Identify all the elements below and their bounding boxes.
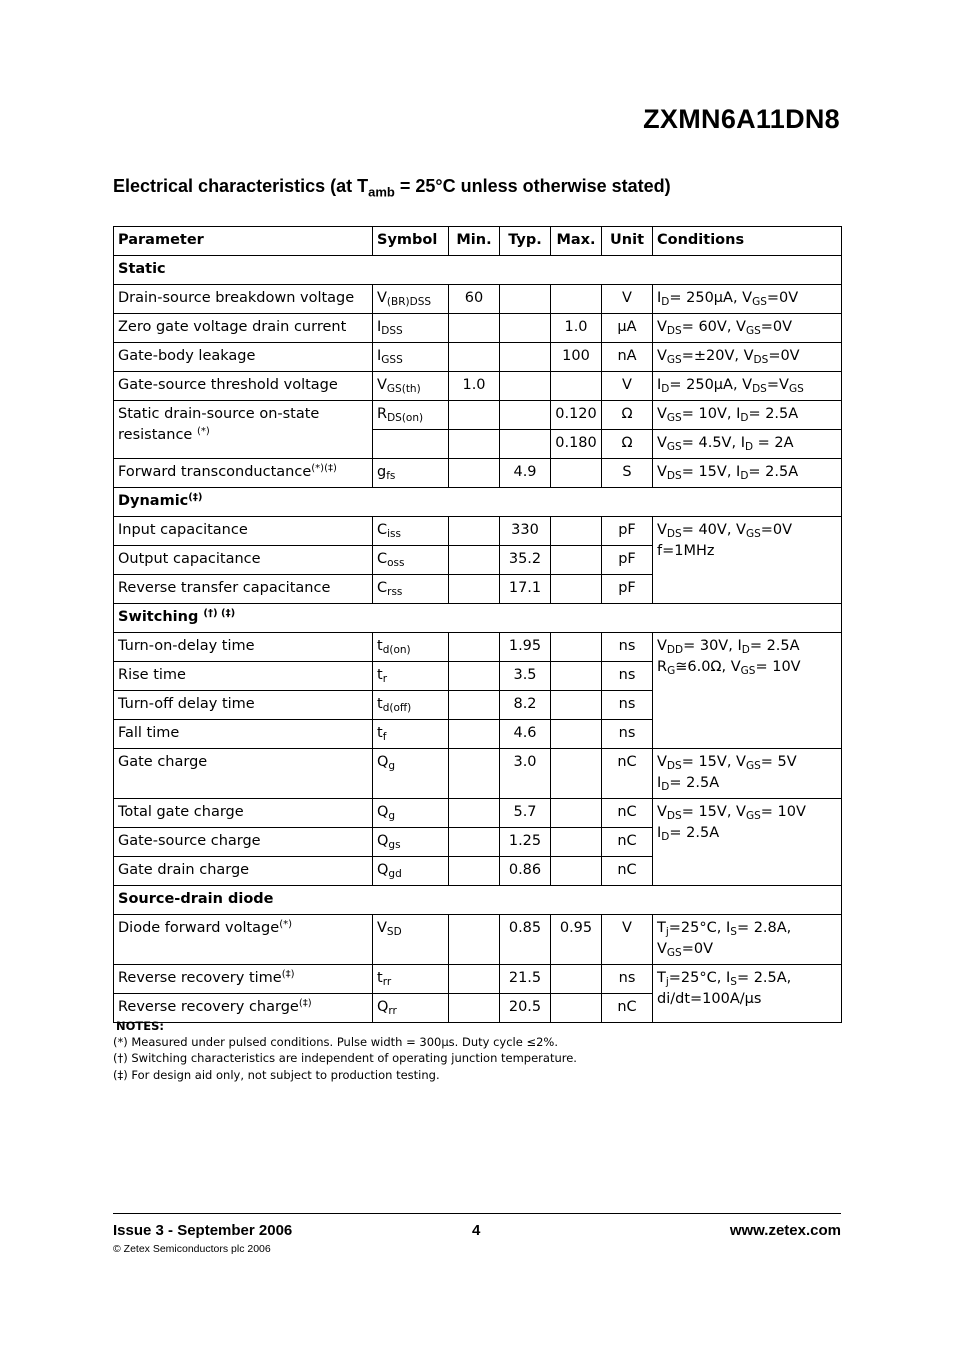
typ-cell: 21.5: [500, 965, 551, 994]
heading-subscript: amb: [368, 184, 395, 200]
symbol-cell: [373, 430, 449, 459]
symbol-cell: $t_f$: [373, 720, 449, 749]
heading-text-pre: Electrical characteristics (at T: [113, 176, 369, 196]
param-cell: Forward transconductance(*)(‡): [114, 459, 373, 488]
heading-text-post: = 25°C unless otherwise stated): [394, 176, 671, 196]
typ-cell: 20.5: [500, 994, 551, 1023]
page-number: 4: [472, 1222, 481, 1239]
conditions-cell: $I_D= 250\mu A$, $V_{GS}=0V$: [653, 285, 842, 314]
conditions-cell: $V_{GS}= 10V$, $I_D= 2.5A$: [653, 401, 842, 430]
max-cell: [551, 633, 602, 662]
table-row: [114, 459, 842, 488]
symbol-cell: $Q_{gd}$: [373, 857, 449, 886]
section-dynamic: Dynamic(‡): [114, 488, 842, 517]
table-row: [114, 799, 842, 828]
header-conditions: Conditions: [653, 227, 842, 256]
symbol-cell: $V_{SD}$: [373, 915, 449, 965]
section-row-switching: [114, 604, 842, 633]
footer-website: www.zetex.com: [729, 1222, 841, 1239]
footer-divider: [113, 1213, 841, 1214]
header-parameter: Parameter: [114, 227, 373, 256]
max-cell: [551, 517, 602, 546]
min-cell: [449, 517, 500, 546]
note-3: (‡) For design aid only, not subject to production testing.: [113, 1067, 440, 1082]
param-cell: Diode forward voltage(*): [114, 915, 373, 965]
symbol-cell: $Q_g$: [373, 799, 449, 828]
conditions-cell: $V_{GS}= 4.5V$, $I_D = 2A$: [653, 430, 842, 459]
typ-cell: 35.2: [500, 546, 551, 575]
min-cell: [449, 691, 500, 720]
max-cell: 0.120: [551, 401, 602, 430]
unit-cell: ns: [602, 965, 653, 994]
min-cell: 1.0: [449, 372, 500, 401]
max-cell: 0.95: [551, 915, 602, 965]
section-diode: Source-drain diode: [114, 886, 842, 915]
footer-issue: Issue 3 - September 2006: [113, 1222, 293, 1239]
symbol-cell: $g_{fs}$: [373, 459, 449, 488]
max-cell: [551, 372, 602, 401]
param-cell: Gate-body leakage: [114, 343, 373, 372]
param-cell: Fall time: [114, 720, 373, 749]
table-row: [114, 285, 842, 314]
unit-cell: ns: [602, 662, 653, 691]
conditions-cell: $T_j=25^\circ C$, $I_S= 2.5A$, di/dt=100A/µs: [653, 965, 842, 1023]
table-row: [114, 314, 842, 343]
max-cell: [551, 691, 602, 720]
unit-cell: nC: [602, 799, 653, 828]
unit-cell: nC: [602, 749, 653, 799]
unit-cell: ns: [602, 691, 653, 720]
max-cell: [551, 575, 602, 604]
table-row: [114, 343, 842, 372]
typ-cell: 1.25: [500, 828, 551, 857]
unit-cell: ns: [602, 720, 653, 749]
table-row: [114, 915, 842, 965]
section-row-diode: [114, 886, 842, 915]
param-cell: Gate-source charge: [114, 828, 373, 857]
max-cell: [551, 720, 602, 749]
symbol-cell: $C_{iss}$: [373, 517, 449, 546]
part-number: ZXMN6A11DN8: [643, 104, 840, 134]
min-cell: [449, 314, 500, 343]
unit-cell: S: [602, 459, 653, 488]
notes-block: [113, 1018, 577, 1083]
unit-cell: V: [602, 372, 653, 401]
symbol-cell: $t_{d(on)}$: [373, 633, 449, 662]
unit-cell: pF: [602, 517, 653, 546]
unit-cell: nA: [602, 343, 653, 372]
conditions-cell: $V_{DS}= 60V$, $V_{GS}=0V$: [653, 314, 842, 343]
section-heading: [113, 176, 671, 200]
min-cell: [449, 662, 500, 691]
table-row: [114, 633, 842, 662]
unit-cell: pF: [602, 575, 653, 604]
conditions-cell: $V_{DS}= 40V$, $V_{GS}=0V$ f=1MHz: [653, 517, 842, 604]
max-cell: [551, 749, 602, 799]
note-2: (†) Switching characteristics are independent of operating junction temperature.: [113, 1051, 577, 1066]
header-min: Min.: [449, 227, 500, 256]
max-cell: [551, 285, 602, 314]
section-row-dynamic: [114, 488, 842, 517]
table-row: [114, 749, 842, 799]
unit-cell: nC: [602, 857, 653, 886]
notes-title: NOTES:: [116, 1019, 164, 1033]
min-cell: [449, 799, 500, 828]
unit-cell: V: [602, 915, 653, 965]
symbol-cell: $Q_g$: [373, 749, 449, 799]
min-cell: [449, 828, 500, 857]
typ-cell: [500, 401, 551, 430]
max-cell: [551, 857, 602, 886]
param-cell: Static drain-source on-state resistance (*): [114, 401, 373, 459]
conditions-cell: $V_{DS}= 15V$, $V_{GS}= 10V$ $I_D= 2.5A$: [653, 799, 842, 886]
param-cell: Reverse recovery time(‡): [114, 965, 373, 994]
param-cell: Input capacitance: [114, 517, 373, 546]
conditions-cell: $V_{GS}=\pm 20V$, $V_{DS}=0V$: [653, 343, 842, 372]
typ-cell: 5.7: [500, 799, 551, 828]
symbol-cell: $R_{DS(on)}$: [373, 401, 449, 430]
typ-cell: [500, 372, 551, 401]
unit-cell: pF: [602, 546, 653, 575]
typ-cell: 17.1: [500, 575, 551, 604]
section-static: Static: [114, 256, 842, 285]
max-cell: [551, 799, 602, 828]
symbol-cell: $t_{d(off)}$: [373, 691, 449, 720]
max-cell: 0.180: [551, 430, 602, 459]
symbol-cell: $C_{oss}$: [373, 546, 449, 575]
typ-cell: 4.9: [500, 459, 551, 488]
param-cell: Zero gate voltage drain current: [114, 314, 373, 343]
conditions-cell: $V_{DD}= 30V$, $I_D= 2.5A$ $R_G≅6.0\Omega$, $V_{GS}= 10V$: [653, 633, 842, 749]
param-cell: Total gate charge: [114, 799, 373, 828]
typ-cell: 0.86: [500, 857, 551, 886]
param-cell: Turn-on-delay time: [114, 633, 373, 662]
table-row: [114, 401, 842, 430]
typ-cell: [500, 314, 551, 343]
unit-cell: Ω: [602, 430, 653, 459]
param-cell: Gate-source threshold voltage: [114, 372, 373, 401]
symbol-cell: $C_{rss}$: [373, 575, 449, 604]
typ-cell: [500, 343, 551, 372]
unit-cell: ns: [602, 633, 653, 662]
param-cell: Output capacitance: [114, 546, 373, 575]
table-row: [114, 372, 842, 401]
symbol-cell: $Q_{rr}$: [373, 994, 449, 1023]
header-unit: Unit: [602, 227, 653, 256]
symbol-cell: $I_{DSS}$: [373, 314, 449, 343]
symbol-cell: $t_{rr}$: [373, 965, 449, 994]
typ-cell: 3.0: [500, 749, 551, 799]
min-cell: [449, 965, 500, 994]
unit-cell: µA: [602, 314, 653, 343]
table-row: [114, 517, 842, 546]
conditions-cell: $V_{DS}= 15V$, $V_{GS}= 5V$ $I_D= 2.5A$: [653, 749, 842, 799]
unit-cell: nC: [602, 828, 653, 857]
table-header-row: [114, 227, 842, 256]
max-cell: [551, 546, 602, 575]
typ-cell: 1.95: [500, 633, 551, 662]
typ-cell: 4.6: [500, 720, 551, 749]
min-cell: [449, 857, 500, 886]
min-cell: [449, 633, 500, 662]
min-cell: [449, 343, 500, 372]
conditions-cell: $T_j=25^\circ C$, $I_S= 2.8A$, $V_{GS}=0V$: [653, 915, 842, 965]
param-cell: Turn-off delay time: [114, 691, 373, 720]
unit-cell: V: [602, 285, 653, 314]
typ-cell: [500, 285, 551, 314]
min-cell: 60: [449, 285, 500, 314]
symbol-cell: $V_{GS(th)}$: [373, 372, 449, 401]
typ-cell: 0.85: [500, 915, 551, 965]
electrical-characteristics-table: [113, 226, 842, 1023]
typ-cell: [500, 430, 551, 459]
header-max: Max.: [551, 227, 602, 256]
symbol-cell: $V_{(BR)DSS}$: [373, 285, 449, 314]
unit-cell: Ω: [602, 401, 653, 430]
min-cell: [449, 915, 500, 965]
min-cell: [449, 546, 500, 575]
conditions-cell: $V_{DS}= 15V$, $I_D= 2.5A$: [653, 459, 842, 488]
conditions-cell: $I_D= 250\mu A$, $V_{DS}=V_{GS}$: [653, 372, 842, 401]
header-typ: Typ.: [500, 227, 551, 256]
param-cell: Gate charge: [114, 749, 373, 799]
section-switching: Switching (†) (‡): [114, 604, 842, 633]
footer-copyright: © Zetex Semiconductors plc 2006: [113, 1243, 271, 1255]
max-cell: 1.0: [551, 314, 602, 343]
param-cell: Gate drain charge: [114, 857, 373, 886]
max-cell: [551, 965, 602, 994]
max-cell: [551, 828, 602, 857]
typ-cell: 330: [500, 517, 551, 546]
min-cell: [449, 749, 500, 799]
unit-cell: nC: [602, 994, 653, 1023]
min-cell: [449, 459, 500, 488]
param-cell: Rise time: [114, 662, 373, 691]
min-cell: [449, 720, 500, 749]
symbol-cell: $Q_{gs}$: [373, 828, 449, 857]
min-cell: [449, 401, 500, 430]
note-1: (*) Measured under pulsed conditions. Pulse width = 300µs. Duty cycle ≤2%.: [113, 1035, 559, 1050]
max-cell: 100: [551, 343, 602, 372]
typ-cell: 3.5: [500, 662, 551, 691]
max-cell: [551, 662, 602, 691]
param-cell: Reverse recovery charge(‡): [114, 994, 373, 1023]
param-cell: Reverse transfer capacitance: [114, 575, 373, 604]
min-cell: [449, 575, 500, 604]
param-cell: Drain-source breakdown voltage: [114, 285, 373, 314]
max-cell: [551, 459, 602, 488]
min-cell: [449, 430, 500, 459]
header-symbol: Symbol: [373, 227, 449, 256]
symbol-cell: $t_r$: [373, 662, 449, 691]
typ-cell: 8.2: [500, 691, 551, 720]
symbol-cell: $I_{GSS}$: [373, 343, 449, 372]
table-row: [114, 965, 842, 994]
section-row-static: [114, 256, 842, 285]
